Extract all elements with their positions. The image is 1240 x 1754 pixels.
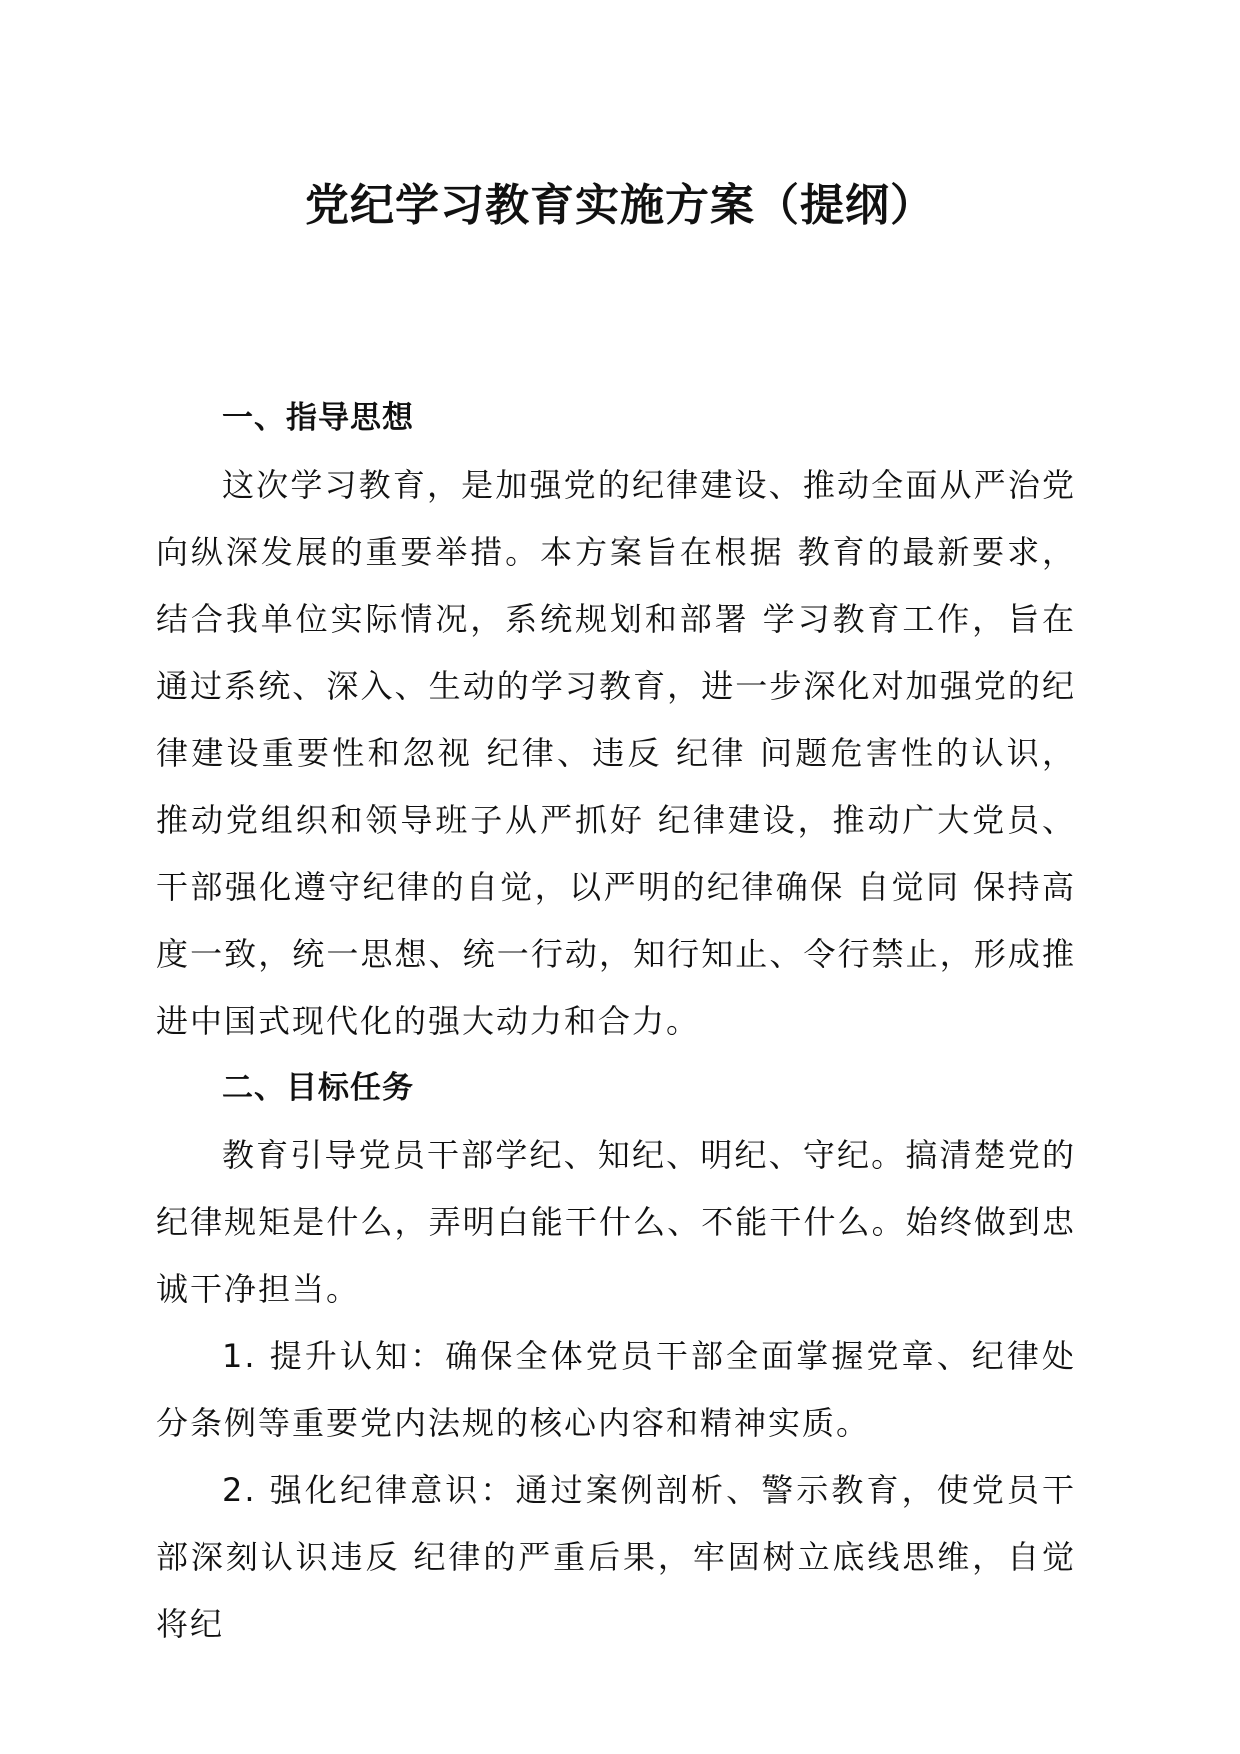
paragraph-goal-2: 2. 强化纪律意识：通过案例剖析、警示教育，使党员干部深刻认识违反 纪律的严重后果，牢固树立底线思维，自觉将纪 xyxy=(156,1471,1076,1643)
section-heading-goals-tasks: 二、目标任务 xyxy=(222,1070,414,1106)
document-body xyxy=(156,385,1076,1658)
paragraph-goals-intro: 教育引导党员干部学纪、知纪、明纪、守纪。搞清楚党的纪律规矩是什么，弄明白能干什么、不能干什么。始终做到忠诚干净担当。 xyxy=(156,1136,1076,1308)
paragraph-guiding-ideology: 这次学习教育，是加强党的纪律建设、推动全面从严治党向纵深发展的重要举措。本方案旨在根据 教育的最新要求，结合我单位实际情况，系统规划和部署 学习教育工作，旨在通过系统、深入、生动的学习教育，进一步深化对加强党的纪律建设重要性和忽视 纪律、违反 纪律 问题危害性的认识，推动党组织和领导班子从严抓好 纪律建设，推动广大党员、干部强化遵守纪律的自觉，以严明的纪律确保 自觉同 保持高度一致，统一思想、统一行动，知行知止、令行禁止，形成推进中国式现代化的强大动力和合力。 xyxy=(156,466,1076,1040)
document-title: 党纪学习教育实施方案（提纲） xyxy=(305,180,935,231)
paragraph-goal-1: 1. 提升认知：确保全体党员干部全面掌握党章、纪律处分条例等重要党内法规的核心内容和精神实质。 xyxy=(156,1337,1076,1442)
section-heading-guiding-ideology: 一、指导思想 xyxy=(222,400,414,436)
